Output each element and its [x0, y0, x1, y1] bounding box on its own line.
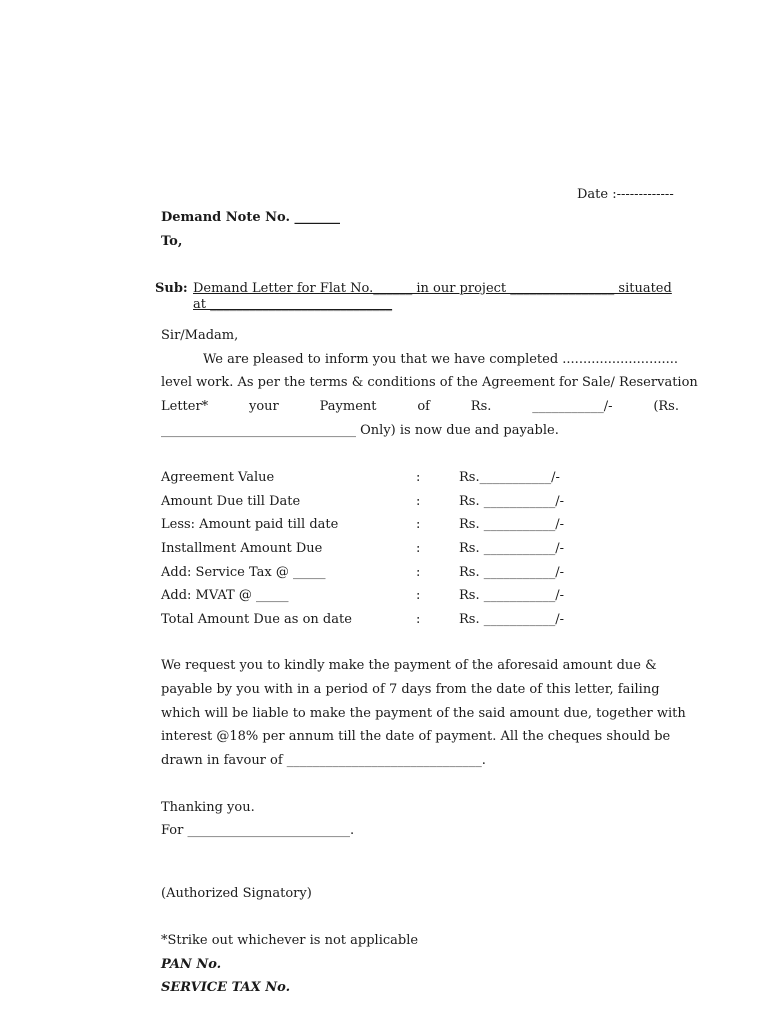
word: Letter* [161, 399, 209, 414]
row-colon: : [416, 470, 421, 485]
row-amount: Rs. ___________/- [459, 517, 564, 532]
row-label: Agreement Value [161, 470, 275, 485]
row-colon: : [416, 541, 421, 556]
row-colon: : [416, 494, 421, 509]
word: of [417, 399, 430, 414]
row-colon: : [416, 588, 421, 603]
thanking-line: Thanking you. [161, 800, 255, 815]
salutation: Sir/Madam, [161, 328, 239, 343]
request-line-2: payable by you with in a period of 7 days from the date of this letter, failing [161, 682, 660, 697]
word: your [249, 399, 279, 414]
paragraph-1-line-1: We are pleased to inform you that we have completed ............................ [203, 352, 678, 367]
row-label: Total Amount Due as on date [161, 612, 352, 627]
row-colon: : [416, 517, 421, 532]
request-line-1: We request you to kindly make the payment of the aforesaid amount due & [161, 658, 657, 673]
row-amount: Rs.___________/- [459, 470, 560, 485]
row-amount: Rs. ___________/- [459, 494, 564, 509]
paragraph-1-line-3 [161, 399, 679, 414]
request-line-5: drawn in favour of ______________________________. [161, 753, 486, 768]
request-line-3: which will be liable to make the payment of the said amount due, together with [161, 706, 686, 721]
paragraph-1-line-4: ______________________________ Only) is now due and payable. [161, 423, 559, 438]
row-amount: Rs. ___________/- [459, 541, 564, 556]
word: Rs. [470, 399, 492, 414]
table-row [0, 588, 770, 608]
for-line: For _________________________. [161, 823, 355, 838]
table-row [0, 612, 770, 632]
word: (Rs. [653, 399, 679, 414]
row-colon: : [416, 565, 421, 580]
row-label: Installment Amount Due [161, 541, 323, 556]
service-tax-number: SERVICE TAX No. [161, 980, 291, 995]
date-line: Date :------------- [577, 187, 674, 202]
row-amount: Rs. ___________/- [459, 612, 564, 627]
request-line-4: interest @18% per annum till the date of payment. All the cheques should be [161, 729, 671, 744]
authorized-signatory: (Authorized Signatory) [161, 886, 312, 901]
table-row [0, 470, 770, 490]
word: ___________/- [532, 399, 613, 414]
table-row [0, 565, 770, 585]
table-row [0, 494, 770, 514]
row-amount: Rs. ___________/- [459, 565, 564, 580]
strike-out-note: *Strike out whichever is not applicable [161, 933, 419, 948]
row-colon: : [416, 612, 421, 627]
to-line: To, [161, 234, 183, 249]
pan-number: PAN No. [161, 957, 222, 972]
subject-line-2: at ____________________________ [193, 297, 393, 312]
table-row [0, 517, 770, 537]
word: Payment [319, 399, 377, 414]
row-label: Add: Service Tax @ _____ [161, 565, 326, 580]
row-label: Less: Amount paid till date [161, 517, 339, 532]
paragraph-1-line-2: level work. As per the terms & conditions of the Agreement for Sale/ Reservation [161, 375, 698, 390]
subject-line-1: Demand Letter for Flat No.______ in our project ________________ situated [193, 281, 672, 296]
demand-note-number: Demand Note No. _______ [161, 210, 341, 225]
row-label: Add: MVAT @ _____ [161, 588, 289, 603]
row-label: Amount Due till Date [161, 494, 301, 509]
table-row [0, 541, 770, 561]
subject-label: Sub: [155, 281, 188, 296]
row-amount: Rs. ___________/- [459, 588, 564, 603]
